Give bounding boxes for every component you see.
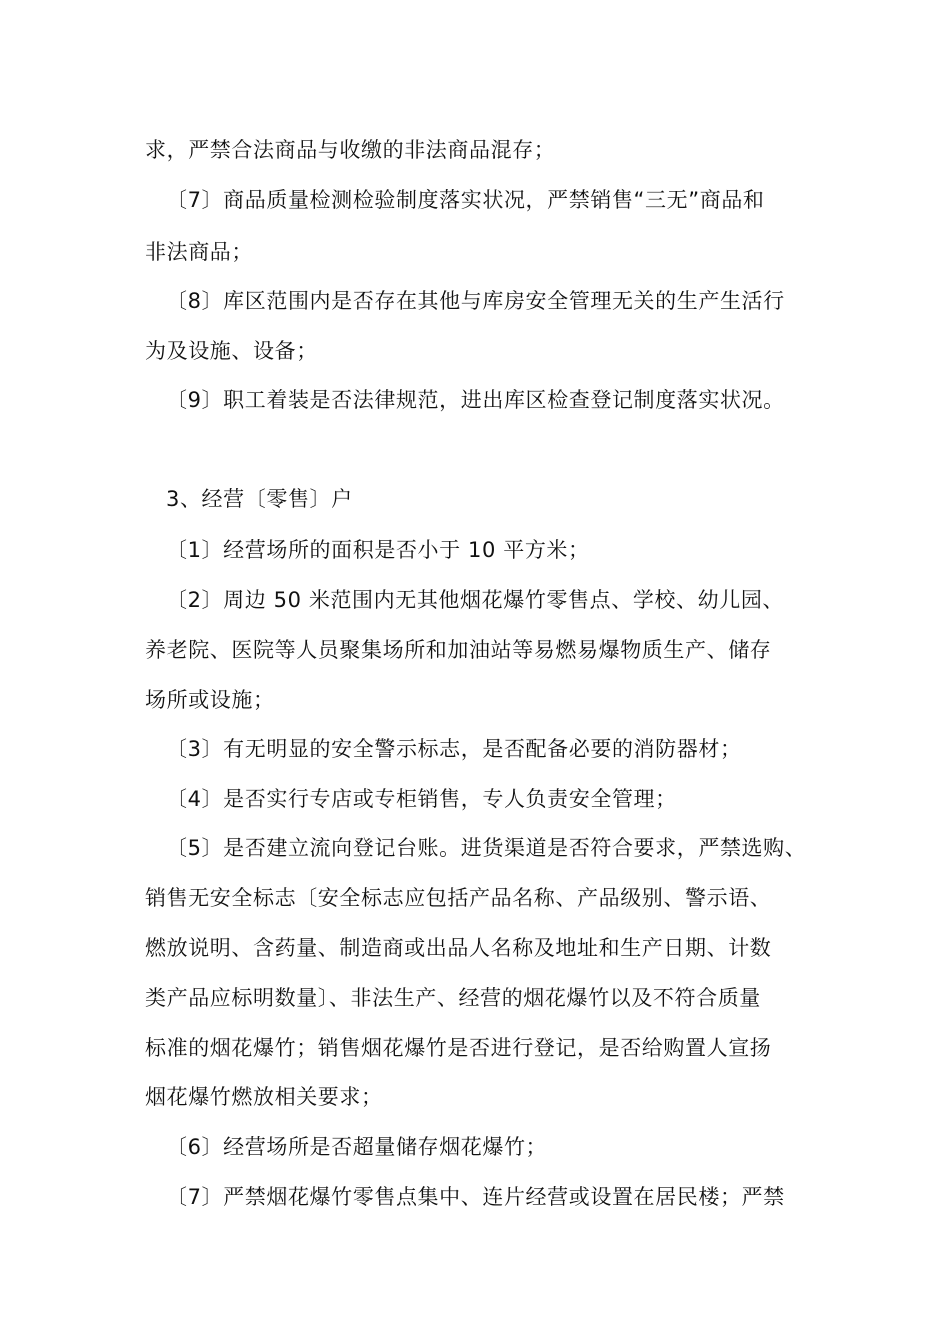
text-line: 非法商品； <box>145 240 253 264</box>
text-line: 养老院、医院等人员聚集场所和加油站等易燃易爆物质生产、储存 <box>145 638 772 662</box>
text-line: 〔2〕周边 50 米范围内无其他烟花爆竹零售点、学校、幼儿园、 <box>166 588 785 612</box>
text-line: 〔7〕商品质量检测检验制度落实状况，严禁销售“三无”商品和 <box>166 188 765 212</box>
text-line: 〔3〕有无明显的安全警示标志，是否配备必要的消防器材； <box>166 737 742 761</box>
text-line: 烟花爆竹燃放相关要求； <box>145 1085 383 1109</box>
text-line: 〔1〕经营场所的面积是否小于 10 平方米； <box>166 538 590 562</box>
text-line: 销售无安全标志〔安全标志应包括产品名称、产品级别、警示语、 <box>145 886 772 910</box>
text-line: 〔4〕是否实行专店或专柜销售，专人负责安全管理； <box>166 787 677 811</box>
text-line: 为及设施、设备； <box>145 339 318 363</box>
text-line: 〔8〕库区范围内是否存在其他与库房安全管理无关的生产生活行 <box>166 289 785 313</box>
section-heading: 3、经营〔零售〕户 <box>166 487 353 511</box>
text-line: 场所或设施； <box>145 688 275 712</box>
text-line: 燃放说明、含药量、制造商或出品人名称及地址和生产日期、计数 <box>145 936 772 960</box>
text-line: 〔6〕经营场所是否超量储存烟花爆竹； <box>166 1135 548 1159</box>
text-line: 〔5〕是否建立流向登记台账。进货渠道是否符合要求，严禁选购、 <box>166 836 807 860</box>
text-line: 标准的烟花爆竹；销售烟花爆竹是否进行登记，是否给购置人宣扬 <box>145 1036 772 1060</box>
text-line: 类产品应标明数量〕、非法生产、经营的烟花爆竹以及不符合质量 <box>145 986 761 1010</box>
text-line: 求，严禁合法商品与收缴的非法商品混存； <box>145 138 556 162</box>
text-line: 〔9〕职工着装是否法律规范，进出库区检查登记制度落实状况。 <box>166 388 785 412</box>
text-line: 〔7〕严禁烟花爆竹零售点集中、连片经营或设置在居民楼；严禁 <box>166 1185 785 1209</box>
